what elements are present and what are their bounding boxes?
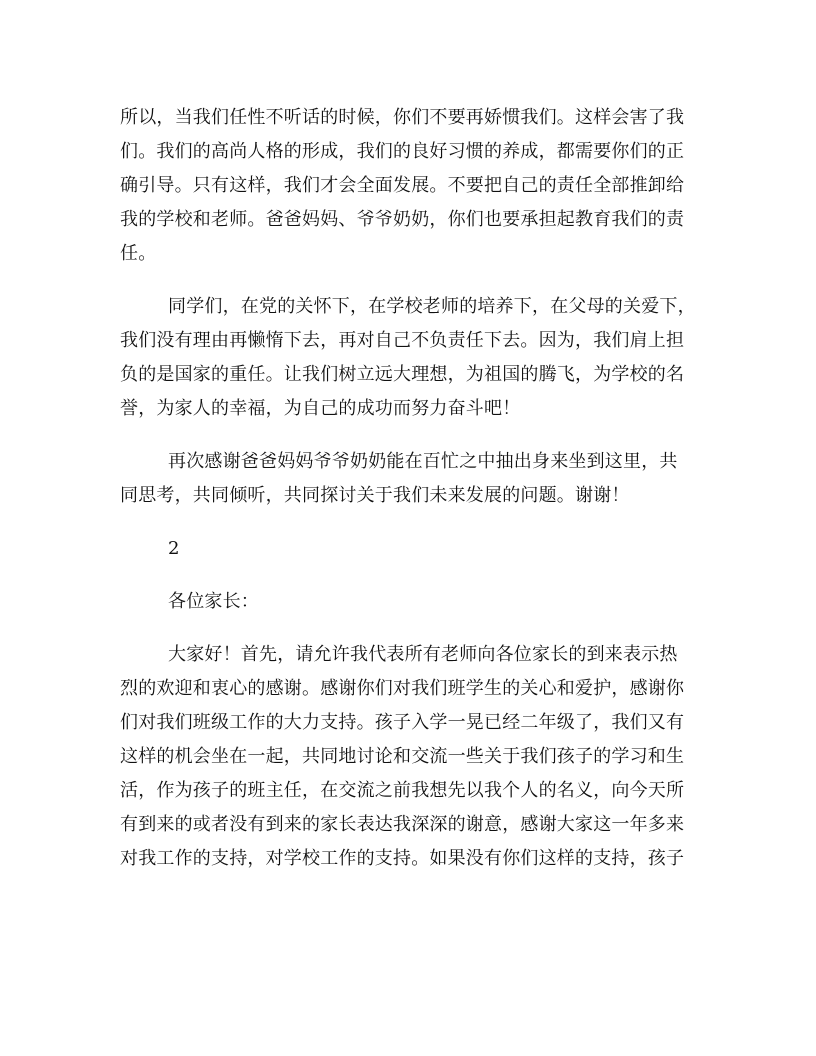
salutation-paragraph: [120, 585, 698, 619]
paragraph-1: [120, 101, 698, 271]
paragraph-4-line: 们对我们班级工作的大力支持。孩子入学一晃已经二年级了，我们又有: [120, 712, 685, 733]
paragraph-1-line: 们。我们的高尚人格的形成，我们的良好习惯的养成，都需要你们的正: [120, 141, 685, 162]
paragraph-4-line: 大家好！首先，请允许我代表所有老师向各位家长的到来表示热: [168, 644, 678, 665]
paragraph-spacer: [120, 271, 698, 290]
paragraph-3-line: 再次感谢爸爸妈妈爷爷奶奶能在百忙之中抽出身来坐到这里，共: [168, 451, 678, 472]
paragraph-1-line: 确引导。只有这样，我们才会全面发展。不要把自己的责任全部推卸给: [120, 175, 685, 196]
paragraph-4-line: 对我工作的支持，对学校工作的支持。如果没有你们这样的支持，孩子: [120, 848, 685, 869]
section-number-paragraph: [120, 532, 698, 566]
paragraph-4-line: 活，作为孩子的班主任，在交流之前我想先以我个人的名义，向今天所: [120, 780, 685, 801]
paragraph-spacer: [120, 619, 698, 638]
paragraph-2-line: 我们没有理由再懒惰下去，再对自己不负责任下去。因为，我们肩上担: [120, 330, 685, 351]
paragraph-4: [120, 638, 698, 876]
paragraph-spacer: [120, 566, 698, 585]
paragraph-2-line: 负的是国家的重任。让我们树立远大理想，为祖国的腾飞，为学校的名: [120, 364, 685, 385]
paragraph-2-line: 誉，为家人的幸福，为自己的成功而努力奋斗吧！: [120, 398, 521, 419]
paragraph-4-line: 这样的机会坐在一起，共同地讨论和交流一些关于我们孩子的学习和生: [120, 746, 685, 767]
paragraph-1-line: 所以，当我们任性不听话的时候，你们不要再娇惯我们。这样会害了我: [120, 107, 685, 128]
paragraph-3-line: 同思考，共同倾听，共同探讨关于我们未来发展的问题。谢谢！: [120, 485, 630, 506]
section-number: 2: [168, 538, 180, 559]
paragraph-1-line: 我的学校和老师。爸爸妈妈、爷爷奶奶，你们也要承担起教育我们的责: [120, 209, 685, 230]
paragraph-2-line: 同学们，在党的关怀下，在学校老师的培养下，在父母的关爱下，: [168, 296, 696, 317]
paragraph-3: [120, 445, 698, 513]
paragraph-2: [120, 290, 698, 426]
paragraph-4-line: 有到来的或者没有到来的家长表达我深深的谢意，感谢大家这一年多来: [120, 814, 685, 835]
paragraph-spacer: [120, 426, 698, 445]
paragraph-4-line: 烈的欢迎和衷心的感谢。感谢你们对我们班学生的关心和爱护，感谢你: [120, 678, 685, 699]
paragraph-spacer: [120, 513, 698, 532]
paragraph-1-line: 任。: [120, 243, 157, 264]
salutation: 各位家长：: [168, 591, 259, 612]
document-body: [120, 101, 698, 876]
